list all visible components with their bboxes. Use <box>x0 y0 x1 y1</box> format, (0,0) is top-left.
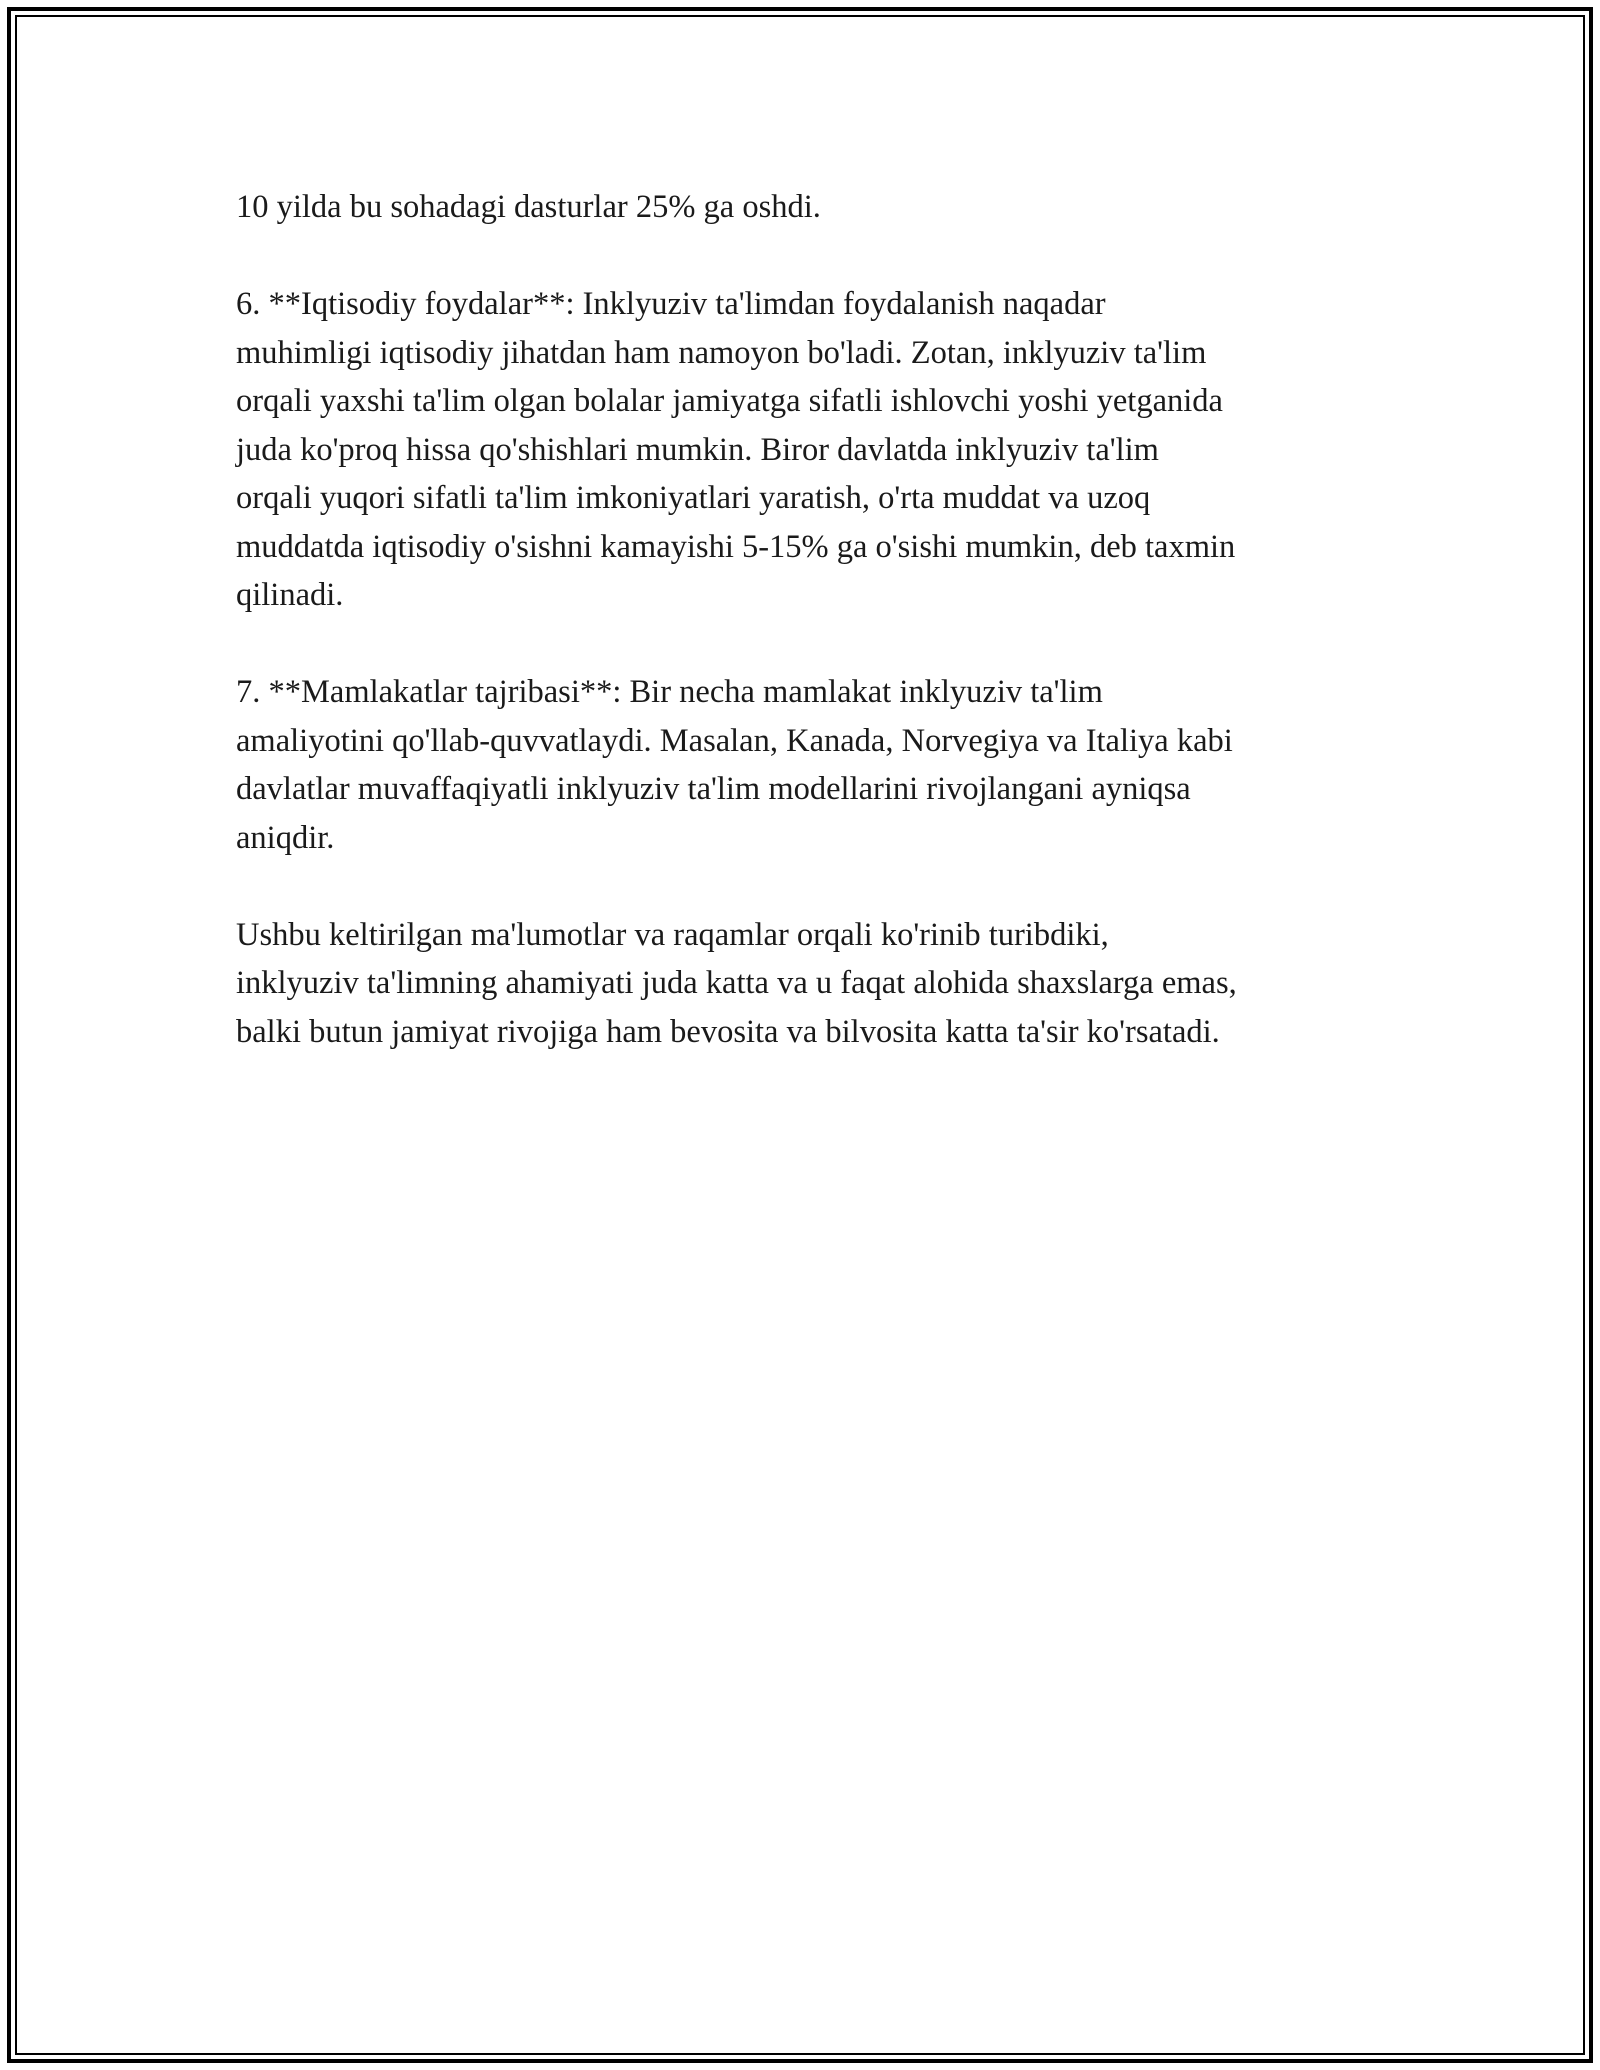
paragraph-continuation: 10 yilda bu sohadagi dasturlar 25% ga oshdi. <box>236 189 821 225</box>
paragraph-country-experience: 7. **Mamlakatlar tajribasi**: Bir necha mamlakat inklyuziv ta'lim amaliyotini qo'llab-quvvatlaydi. Masalan, Kanada, Norvegiya va Italiya kabi davlatlar muvaffaqiyatli inklyuziv ta'lim modellarini rivojlangani ayniqsa aniqdir. <box>236 674 1233 856</box>
document-body <box>236 183 1386 1105</box>
paragraph-conclusion: Ushbu keltirilgan ma'lumotlar va raqamlar orqali ko'rinib turibdiki, inklyuziv ta'limning ahamiyati juda katta va u faqat alohida shaxslarga emas, balki butun jamiyat rivojiga ham bevosita va bilvosita katta ta'sir ko'rsatadi. <box>236 916 1237 1050</box>
paragraph-economic-benefits: 6. **Iqtisodiy foydalar**: Inklyuziv ta'limdan foydalanish naqadar muhimligi iqtisodiy jihatdan ham namoyon bo'ladi. Zotan, inklyuziv ta'lim orqali yaxshi ta'lim olgan bolalar jamiyatga sifatli ishlovchi yoshi yetganida juda ko'proq hissa qo'shishlari mumkin. Biror davlatda inklyuziv ta'lim orqali yuqori sifatli ta'lim imkoniyatlari yaratish, o'rta muddat va uzoq muddatda iqtisodiy o'sishni kamayishi 5-15% ga o'sishi mumkin, deb taxmin qilinadi. <box>236 286 1236 613</box>
